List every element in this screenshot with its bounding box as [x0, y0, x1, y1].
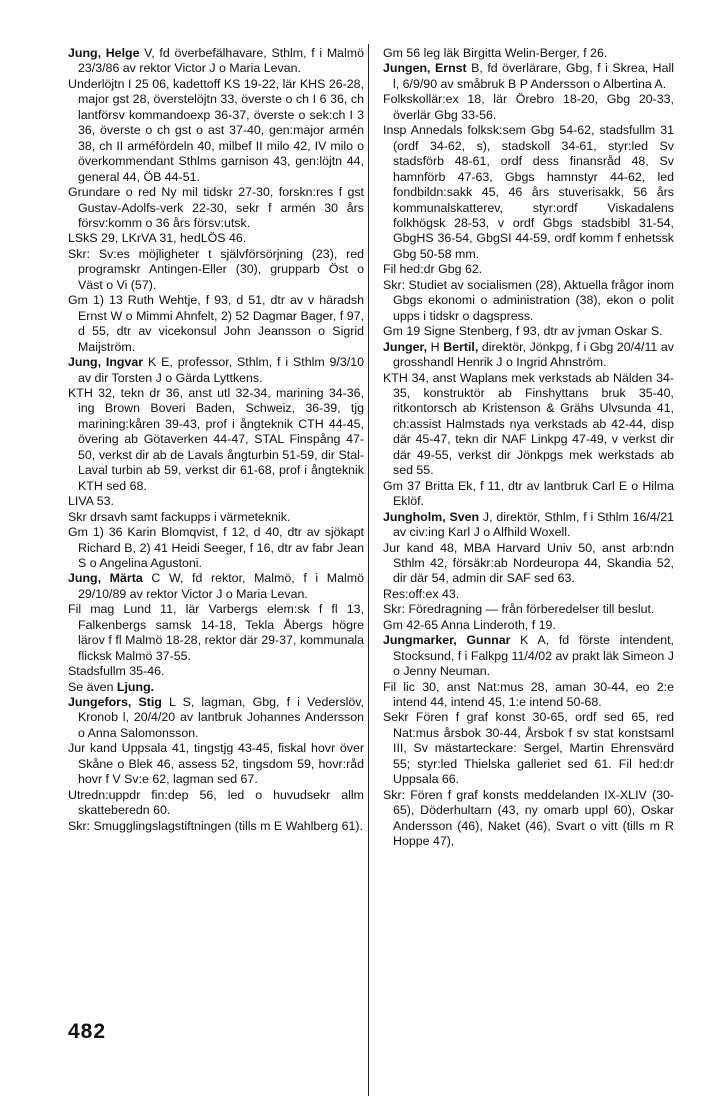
entry-text: Underlöjtn I 25 06, kadettoff KS 19-22, lär KHS 26-28, major gst 28, överstelöjtn 33, överste o ch I 6 36, ch lantförsv kommandoexp 36-37, överste o sek:ch I 3 36, överste o ch gst o ast 37-40, gen:major armén 38, ch II arméfördeln 40, milbef II milo 42, IV milo o överkommendant Sthlms garnison 43, gen:löjtn 44, general 44, ÖB 44-51.	[68, 76, 364, 184]
entry-paragraph	[383, 541, 674, 587]
entry-text: Skr: Smugglingslagstiftningen (tills m E Wahlberg 61).	[68, 818, 363, 833]
left-column	[68, 46, 364, 834]
entry-paragraph	[68, 788, 364, 819]
entry-heading-paragraph	[68, 46, 364, 77]
entry-text: Gm 42-65 Anna Linderoth, f 19.	[383, 617, 556, 632]
entry-text: V, fd överbefälhavare, Sthlm, f i Malmö 23/3/86 av rektor Victor J o Maria Levan.	[78, 46, 364, 76]
entry-text: Jur kand Uppsala 41, tingstjg 43-45, fiskal hovr över Skåne o Blek 46, assess 52, tingsdom 59, hovr:råd hovr f V Sv:e 62, lagman sed 67.	[68, 741, 364, 787]
entry-paragraph	[383, 92, 674, 123]
entry-heading-paragraph	[68, 355, 364, 386]
entry-text: J, direktör, Sthlm, f i Sthlm 16/4/21 av civ:ing Karl J o Alfhild Woxell.	[393, 509, 674, 540]
entry-text: Skr: Sv:es möjligheter t självförsörjning (23), red programskr Antingen-Eller (30), grupparb Öst o Väst o Vi (57).	[68, 246, 364, 292]
right-column	[383, 46, 674, 850]
entry-paragraph	[68, 525, 364, 571]
entry-text: C W, fd rektor, Malmö, f i Malmö 29/10/89 av rektor Victor J o Maria Levan.	[78, 571, 364, 601]
entry-text: Jur kand 48, MBA Harvard Univ 50, anst arb:ndn Sthlm 42, försäkr:ab Nordeuropa 44, Skandia 52, dir där 54, admin dir SAF sed 63.	[383, 540, 674, 586]
column-divider	[368, 44, 369, 1096]
entry-text: Fil mag Lund 11, lär Varbergs elem:sk f fl 13, Falkenbergs samsk 14-18, Tekla Åbergs högre lärov f fl Malmö 18-28, rektor där 29-37, kommunala flicksk Malmö 37-55.	[68, 602, 364, 663]
entry-text: K A, fd förste intendent, Stocksund, f i Falkpg 11/4/02 av prakt läk Simeon J o Jenny Neuman.	[393, 633, 674, 679]
entry-text: Folkskollär:ex 18, lär Örebro 18-20, Gbg 20-33, överlär Gbg 33-56.	[383, 92, 674, 122]
entry-text: LIVA 53.	[68, 494, 114, 509]
entry-text: Gm 56 leg läk Birgitta Welin-Berger, f 26.	[383, 46, 608, 60]
entry-paragraph	[383, 680, 674, 711]
entry-text: Res:off:ex 43.	[383, 586, 460, 601]
entry-paragraph	[383, 788, 674, 850]
entry-text: Insp Annedals folksk:sem Gbg 54-62, stadsfullm 31 (ordf 34-62, s), stadskoll 34-61, styr:led Sv stadsförb 48-61, ordf dess finansråd 48, Sv hamnförb 47-63, Gbgs hamnstyr 44-62, led fondbildn:sakk 45, 46 års stuverisakk, 56 års kommunalskatterev, styr:ordf Viskadalens folkhögsk 28-53, v ordf Gbgs stadsbibl 31-54, GbgHS 36-54, GbgSI 44-59, ordf komm f enhetssk Gbg 50-58 mm.	[383, 123, 674, 261]
entry-paragraph	[383, 479, 674, 510]
entry-paragraph	[68, 293, 364, 355]
entry-text: Skr: Föredragning — från förberedelser till beslut.	[383, 602, 655, 617]
entry-text: Utredn:uppdr fin:dep 56, led o huvudsekr allm skatteberedn 60.	[68, 787, 364, 818]
entry-paragraph	[68, 185, 364, 231]
entry-heading-paragraph	[383, 61, 674, 92]
entry-name: Jungefors, Stig	[68, 695, 162, 710]
entry-heading-paragraph	[68, 695, 364, 741]
entry-text: Sekr Fören f graf konst 30-65, ordf sed 65, red Nat:mus årsbok 30-44, Årsbok f sv stat konstsaml III, Sv mästarteckare: Sergel, Martin Ehrensvärd 55; styr:led Thielska galleriet sed 61. Fil hed:dr Uppsala 66.	[383, 710, 674, 787]
entry-paragraph	[68, 247, 364, 293]
entry-paragraph	[383, 46, 674, 61]
entry-text: Gm 1) 36 Karin Blomqvist, f 12, d 40, dtr av sjökapt Richard B, 2) 41 Heidi Seeger, f 16, dtr av fabr Jean S o Angelina Agustoni.	[68, 525, 364, 570]
entry-text: B, fd överlärare, Gbg, f i Skrea, Hall l, 6/9/90 av småbruk B P Andersson o Albertina A.	[393, 61, 674, 91]
entry-name: Junger,	[383, 339, 428, 354]
entry-text: Stadsfullm 35-46.	[68, 664, 165, 679]
entry-name: Jung, Märta	[68, 571, 143, 586]
entry-text: LSkS 29, LKrVA 31, hedLÖS 46.	[68, 231, 247, 246]
entry-paragraph	[68, 819, 364, 834]
entry-text: H	[427, 339, 444, 354]
entry-text: Fil lic 30, anst Nat:mus 28, aman 30-44, eo 2:e intend 44, intend 45, 1:e intend 50-68.	[383, 679, 674, 710]
entry-name: Jung, Ingvar	[68, 355, 144, 370]
entry-paragraph	[383, 587, 674, 602]
entry-paragraph	[68, 680, 364, 695]
entry-paragraph	[383, 123, 674, 262]
entry-paragraph	[383, 602, 674, 617]
entry-text: KTH 34, anst Waplans mek verkstads ab Nälden 34-35, konstruktör ab Finshyttans bruk 35-40, ritkontorsch ab Kristenson & Grähs Ulvsunda 41, ch:assist Halmstads nya verkstads ab 42-44, disp där 45-47, tekn dir NAF Linkpg 47-49, v verkst dir där 49-55, verkst dir Jönkpgs mek werkstads ab sed 55.	[383, 370, 674, 478]
entry-text: Skr: Studiet av socialismen (28), Aktuella frågor inom Gbgs ekonomi o administration (38), ekon o polit upps i tidskr o dagspress.	[383, 277, 674, 323]
entry-paragraph	[383, 278, 674, 324]
entry-text: Fil hed:dr Gbg 62.	[383, 262, 483, 277]
entry-text: Gm 19 Signe Stenberg, f 93, dtr av jvman Oskar S.	[383, 324, 663, 339]
cross-reference: Ljung.	[116, 679, 155, 694]
entry-text: direktör, Jönkpg, f i Gbg 20/4/11 av grosshandl Henrik J o Ingrid Ahnström.	[393, 339, 674, 370]
entry-heading-paragraph	[383, 510, 674, 541]
entry-paragraph	[383, 371, 674, 479]
entry-paragraph	[68, 494, 364, 509]
entry-name: Jungholm, Sven	[383, 509, 480, 524]
entry-text: KTH 32, tekn dr 36, anst utl 32-34, marining 34-36, ing Brown Boveri Baden, Schweiz, 36-39, tjg marining:kåren 39-43, prof i ångteknik CTH 44-45, övering ab Götaverken 44-47, STAL Finspång 47-50, verkst dir ab de Lavals ångturbin 51-59, dir Stal-Laval turbin ab 59, verkst dir 61-68, prof i ångteknik KTH sed 68.	[68, 385, 364, 493]
page-number: 482	[68, 1020, 107, 1043]
entry-paragraph	[68, 664, 364, 679]
entry-paragraph	[68, 602, 364, 664]
entry-paragraph	[68, 231, 364, 246]
entry-heading-paragraph	[383, 340, 674, 371]
entry-text: Grundare o red Ny mil tidskr 27-30, forskn:res f gst Gustav-Adolfs-verk 22-30, sekr f armén 30 års försv:komm o 36 års försv:utsk.	[68, 185, 364, 230]
entry-paragraph	[383, 262, 674, 277]
entry-text: Gm 37 Britta Ek, f 11, dtr av lantbruk Carl E o Hilma Eklöf.	[383, 478, 674, 509]
entry-paragraph	[68, 386, 364, 494]
entry-paragraph	[383, 710, 674, 787]
entry-paragraph	[68, 77, 364, 185]
entry-text: Skr drsavh samt fackupps i värmeteknik.	[68, 509, 291, 524]
entry-name: Jungmarker, Gunnar	[383, 633, 511, 648]
entry-paragraph	[68, 510, 364, 525]
entry-name: Jungen, Ernst	[383, 61, 467, 76]
entry-text: L S, lagman, Gbg, f i Vederslöv, Kronob l, 20/4/20 av lantbruk Johannes Andersson o Anna Salomonsson.	[78, 695, 364, 740]
entry-text: K E, professor, Sthlm, f i Sthlm 9/3/10 av dir Torsten J o Gärda Lyttkens.	[78, 355, 364, 385]
entry-text: Skr: Fören f graf konsts meddelanden IX-XLIV (30-65), Döderhultarn (43, ny omarb uppl 60), Oskar Andersson (46), Naket (46), Svart o vitt (tills m R Hoppe 47),	[383, 787, 674, 849]
entry-name: Jung, Helge	[68, 46, 140, 60]
entry-heading-paragraph	[68, 571, 364, 602]
entry-paragraph	[383, 324, 674, 339]
entry-paragraph	[383, 618, 674, 633]
entry-given-name: Bertil,	[443, 339, 479, 354]
entry-text: Se även	[68, 679, 117, 694]
entry-heading-paragraph	[383, 633, 674, 679]
entry-text: Gm 1) 13 Ruth Wehtje, f 93, d 51, dtr av v häradsh Ernst W o Mimmi Ahnfelt, 2) 52 Dagmar Bager, f 97, d 55, dtr av vicekonsul John Jeansson o Sigrid Maijström.	[68, 293, 364, 354]
entry-paragraph	[68, 741, 364, 787]
